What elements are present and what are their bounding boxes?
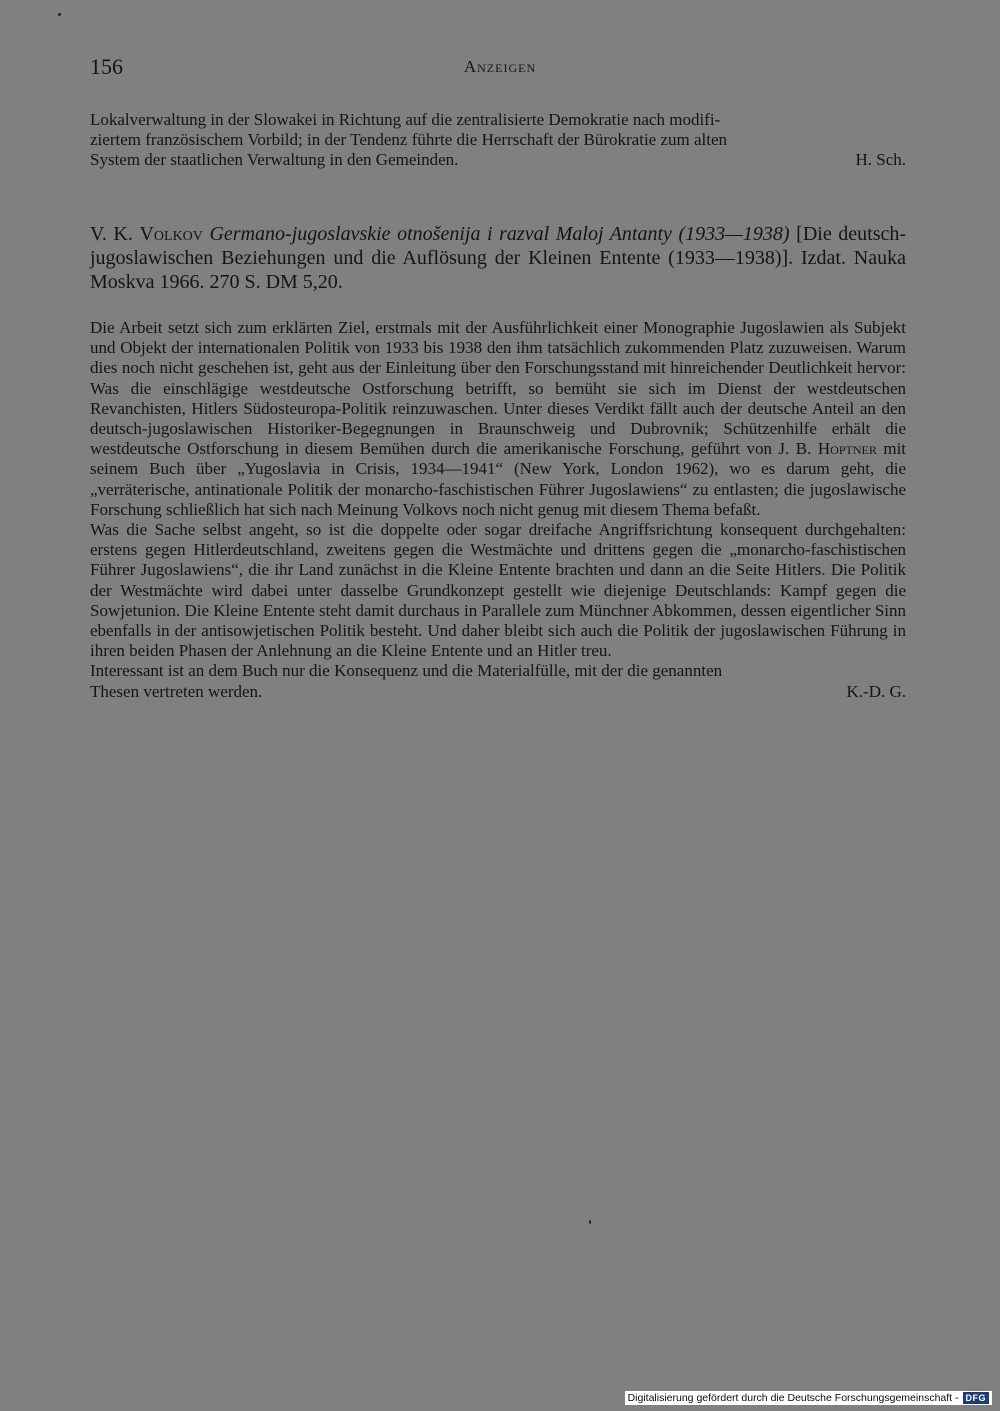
digitization-credit xyxy=(625,1391,992,1405)
paragraph-last-line xyxy=(90,682,906,702)
previous-review-ending xyxy=(90,110,906,170)
review-body xyxy=(90,318,906,702)
previous-review-line: Lokalverwaltung in der Slowakei in Richtung auf die zentralisierte Demokratie nach modifi- xyxy=(90,110,721,129)
cited-author-name: Hoptner xyxy=(817,439,877,459)
dfg-logo: DFG xyxy=(963,1392,990,1404)
translation-and-publication: [Die deutsch-jugoslawischen Beziehungen und die Auflösung der Kleinen Entente (1933—1938)]. Izdat. Nauka Moskva 1966. 270 S. DM 5,20. xyxy=(90,223,907,293)
author-initials: V. K. xyxy=(90,223,133,245)
paragraph-line: Interessant ist an dem Buch nur die Konsequenz und die Materialfülle, mit der die genannten xyxy=(90,661,723,681)
speck xyxy=(589,1220,591,1224)
bibliographic-entry xyxy=(90,222,906,294)
review-paragraph xyxy=(90,661,906,701)
page-number: 156 xyxy=(90,54,123,79)
review-paragraph: Was die Sache selbst angeht, so ist die doppelte oder sogar dreifache Angriffsrichtung konsequent durchgehalten: erstens gegen Hitlerdeutschland, zweitens gegen die Westmächte und drittens gegen die „monarcho-faschistischen Führer Jugoslawiens“, die ihr Land zunächst in die Kleine Entente brachten und dann an die Seite Hitlers. Die Politik der Westmächte wird dabei unter dasselbe Grundkonzept gestellt wie diejenige Deutschlands: Kampf gegen die Sowjetunion. Die Kleine Entente steht damit durchaus in Parallele zum Münchner Abkommen, dessen eigentlicher Sinn ebenfalls in der antisowjetischen Politik besteht. Und daher bleibt sich auch die Politik der jugoslawischen Führung in ihren beiden Phasen der Anlehnung an die Kleine Entente und an Hitler treu. xyxy=(90,520,906,661)
previous-review-last-line xyxy=(90,150,906,170)
paragraph-text: mit seinem Buch über „Yugoslavia in Crisis, 1934—1941“ (New York, London 1962), wo es darum geht, die „verräterische, antinationale Politik der monarcho-faschistischen Führer Jugoslawiens“ zu entlasten; die jugoslawische Forschung schließlich hat sich nach Meinung Volkovs noch nicht genug mit diesem Thema befaßt. xyxy=(90,439,907,519)
speck xyxy=(58,13,61,16)
previous-review-line: System der staatlichen Verwaltung in den Gemeinden. xyxy=(90,150,459,169)
previous-review-line: ziertem französischem Vorbild; in der Tendenz führte die Herrschaft der Bürokratie zum alten xyxy=(90,130,728,149)
author-surname: Volkov xyxy=(139,223,203,245)
paragraph-line: Thesen vertreten werden. xyxy=(90,681,263,701)
running-head: Anzeigen xyxy=(463,57,537,76)
book-title: Germano-jugoslavskie otnošenija i razval Maloj Antanty (1933—1938) xyxy=(209,223,790,245)
reviewer-signature: K.-D. G. xyxy=(846,681,906,701)
reviewer-signature: H. Sch. xyxy=(855,150,906,169)
paragraph-text: Die Arbeit setzt sich zum erklärten Ziel, erstmals mit der Ausführlichkeit einer Monographie Jugoslawien als Subjekt und Objekt der internationalen Politik von 1933 bis 1938 den ihm tatsächlich zukommenden Platz zuzuweisen. Warum dies noch nicht geschehen ist, geht aus der Einleitung über den Forschungsstand mit hinreichender Deutlichkeit hervor: Was die einschlägige westdeutsche Ostforschung betrifft, so bemüht sie sich im Dienst der westdeutschen Revanchisten, Hitlers Südosteuropa-Politik reinzuwaschen. Unter dieses Verdikt fällt auch der deutsche Anteil an den deutsch-jugoslawischen Historiker-Begegnungen in Braunschweig und Dubrovnik; Schützenhilfe erhält die westdeutsche Ostforschung in diesem Bemühen durch die amerikanische Forschung, geführt von J. B. xyxy=(90,318,906,459)
review-heading xyxy=(90,222,906,294)
review-paragraph xyxy=(90,318,906,520)
credit-text: Digitalisierung gefördert durch die Deutsche Forschungsgemeinschaft - xyxy=(627,1392,959,1404)
